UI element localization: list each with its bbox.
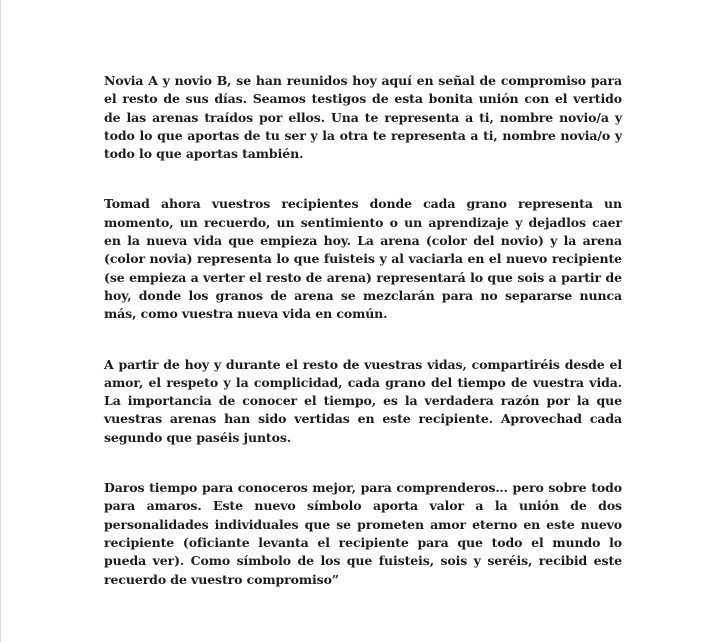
- document-body: [104, 72, 622, 589]
- paragraph-2: Tomad ahora vuestros recipientes donde cada grano representa un momento, un recuerdo, un sentimiento o un aprendizaje y dejadlos caer en la nueva vida que empieza hoy. La arena (color del novio) y la arena (color novia) representa lo que fuisteis y al vaciarla en el nuevo recipiente (se empieza a verter el resto de arena) representará lo que sois a partir de hoy, donde los granos de arena se mezclarán para no separarse nunca más, como vuestra nueva vida en común.: [104, 196, 622, 322]
- paragraph-1: Novia A y novio B, se han reunidos hoy aquí en señal de compromiso para el resto de sus días. Seamos testigos de esta bonita unión con el vertido de las arenas traídos por ellos. Una te representa a ti, nombre novio/a y todo lo que aportas de tu ser y la otra te representa a ti, nombre novia/o y todo lo que aportas también.: [104, 73, 622, 162]
- paragraph-3: A partir de hoy y durante el resto de vuestras vidas, compartiréis desde el amor, el respeto y la complicidad, cada grano del tiempo de vuestra vida. La importancia de conocer el tiempo, es la verdadera razón por la que vuestras arenas han sido vertidas en este recipiente. Aprovechad cada segundo que paséis juntos.: [104, 356, 622, 445]
- paragraph-4: Daros tiempo para conoceros mejor, para comprenderos… pero sobre todo para amaros. Este nuevo símbolo aporta valor a la unión de dos personalidades individuales que se prometen amor eterno en este nuevo recipiente (oficiante levanta el recipiente para que todo el mundo lo pueda ver). Como símbolo de los que fuisteis, sois y seréis, recibid este recuerdo de vuestro compromiso”: [104, 480, 622, 587]
